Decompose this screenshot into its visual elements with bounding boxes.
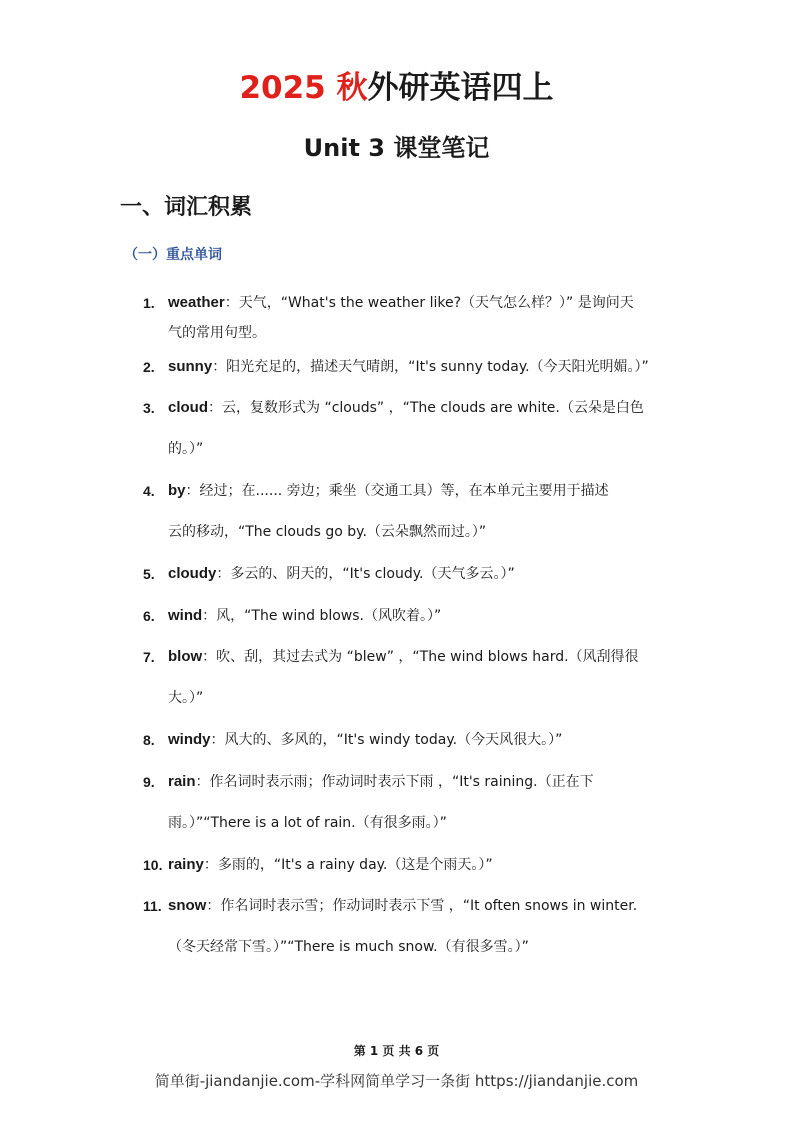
item-line [168,481,609,501]
item-number: 11. [143,898,162,914]
item-text: 云的移动，“The clouds go by.（云朵飘然而过。）” [168,524,487,540]
item-number: 4. [143,483,155,499]
item-line [168,647,639,667]
item-number: 7. [143,649,155,665]
item-continuation-line [168,439,203,459]
item-line [168,896,637,916]
vocabulary-term: blow [168,648,203,665]
watermark: 简单街-jiandanjie.com-学科网简单学习一条街 https://jiandanjie.com [154,1072,639,1090]
section-heading: 一、词汇积累 [120,195,253,220]
item-number: 8. [143,732,155,748]
item-line [168,855,493,875]
item-text: （冬天经常下雪。）”“There is much snow.（有很多雪。）” [168,939,529,955]
vocabulary-term: cloud [168,399,208,416]
item-text: ：作名词时表示雨；作动词时表示下雨 ，“It's raining.（正在下 [195,774,594,790]
vocabulary-term: wind [168,607,203,624]
item-number: 1. [143,295,155,311]
item-number: 9. [143,774,155,790]
vocabulary-term: sunny [168,358,213,375]
vocabulary-term: snow [168,897,207,914]
vocabulary-term: weather [168,294,225,311]
vocabulary-term: rain [168,773,196,790]
item-line [168,398,644,418]
item-text: ：吹、刮，其过去式为 “blew” ，“The wind blows hard.（风刮得很 [202,649,639,665]
item-number: 5. [143,566,155,582]
item-text: ：作名词时表示雪；作动词时表示下雪 ，“It often snows in winter. [206,898,638,914]
item-continuation-line [168,813,447,833]
item-text: 气的常用句型。 [168,325,266,341]
document-subtitle: Unit 3 课堂笔记 [303,134,490,162]
item-text: ：天气，“What's the weather like?（天气怎么样？）” 是询问天 [224,295,634,311]
item-text: 雨。）”“There is a lot of rain.（有很多雨。）” [168,815,447,831]
item-line [168,357,649,377]
item-continuation-line [168,688,203,708]
item-text: 的。）” [168,441,204,457]
item-text: ：多雨的，“It's a rainy day.（这是个雨天。）” [203,857,493,873]
item-line [168,772,594,792]
item-text: ：多云的、阴天的，“It's cloudy.（天气多云。）” [216,566,515,582]
vocabulary-term: windy [168,731,211,748]
item-number: 3. [143,400,155,416]
section-subheading: （一）重点单词 [124,247,222,263]
item-continuation-line [168,323,266,343]
vocabulary-term: by [168,482,186,499]
item-number: 6. [143,608,155,624]
item-text: ：风，“The wind blows.（风吹着。）” [202,608,442,624]
item-continuation-line [168,522,486,542]
item-text: ：阳光充足的，描述天气晴朗，“It's sunny today.（今天阳光明媚。）” [212,359,649,375]
document-title: 2025 秋外研英语四上 [239,70,554,106]
item-line [168,293,634,313]
item-number: 10. [143,857,163,873]
vocabulary-term: cloudy [168,565,217,582]
page-number: 第 1 页 共 6 页 [353,1044,440,1058]
item-text: 大。）” [168,690,204,706]
item-text: ：经过；在...... 旁边；乘坐（交通工具）等，在本单元主要用于描述 [185,483,609,499]
item-line [168,606,441,626]
item-text: ：风大的、多风的，“It's windy today.（今天风很大。）” [210,732,563,748]
item-number: 2. [143,359,155,375]
item-line [168,730,562,750]
item-text: ：云，复数形式为 “clouds” ，“The clouds are white.（云朵是白色 [208,400,644,416]
item-continuation-line [168,937,529,957]
item-line [168,564,515,584]
vocabulary-term: rainy [168,856,204,873]
